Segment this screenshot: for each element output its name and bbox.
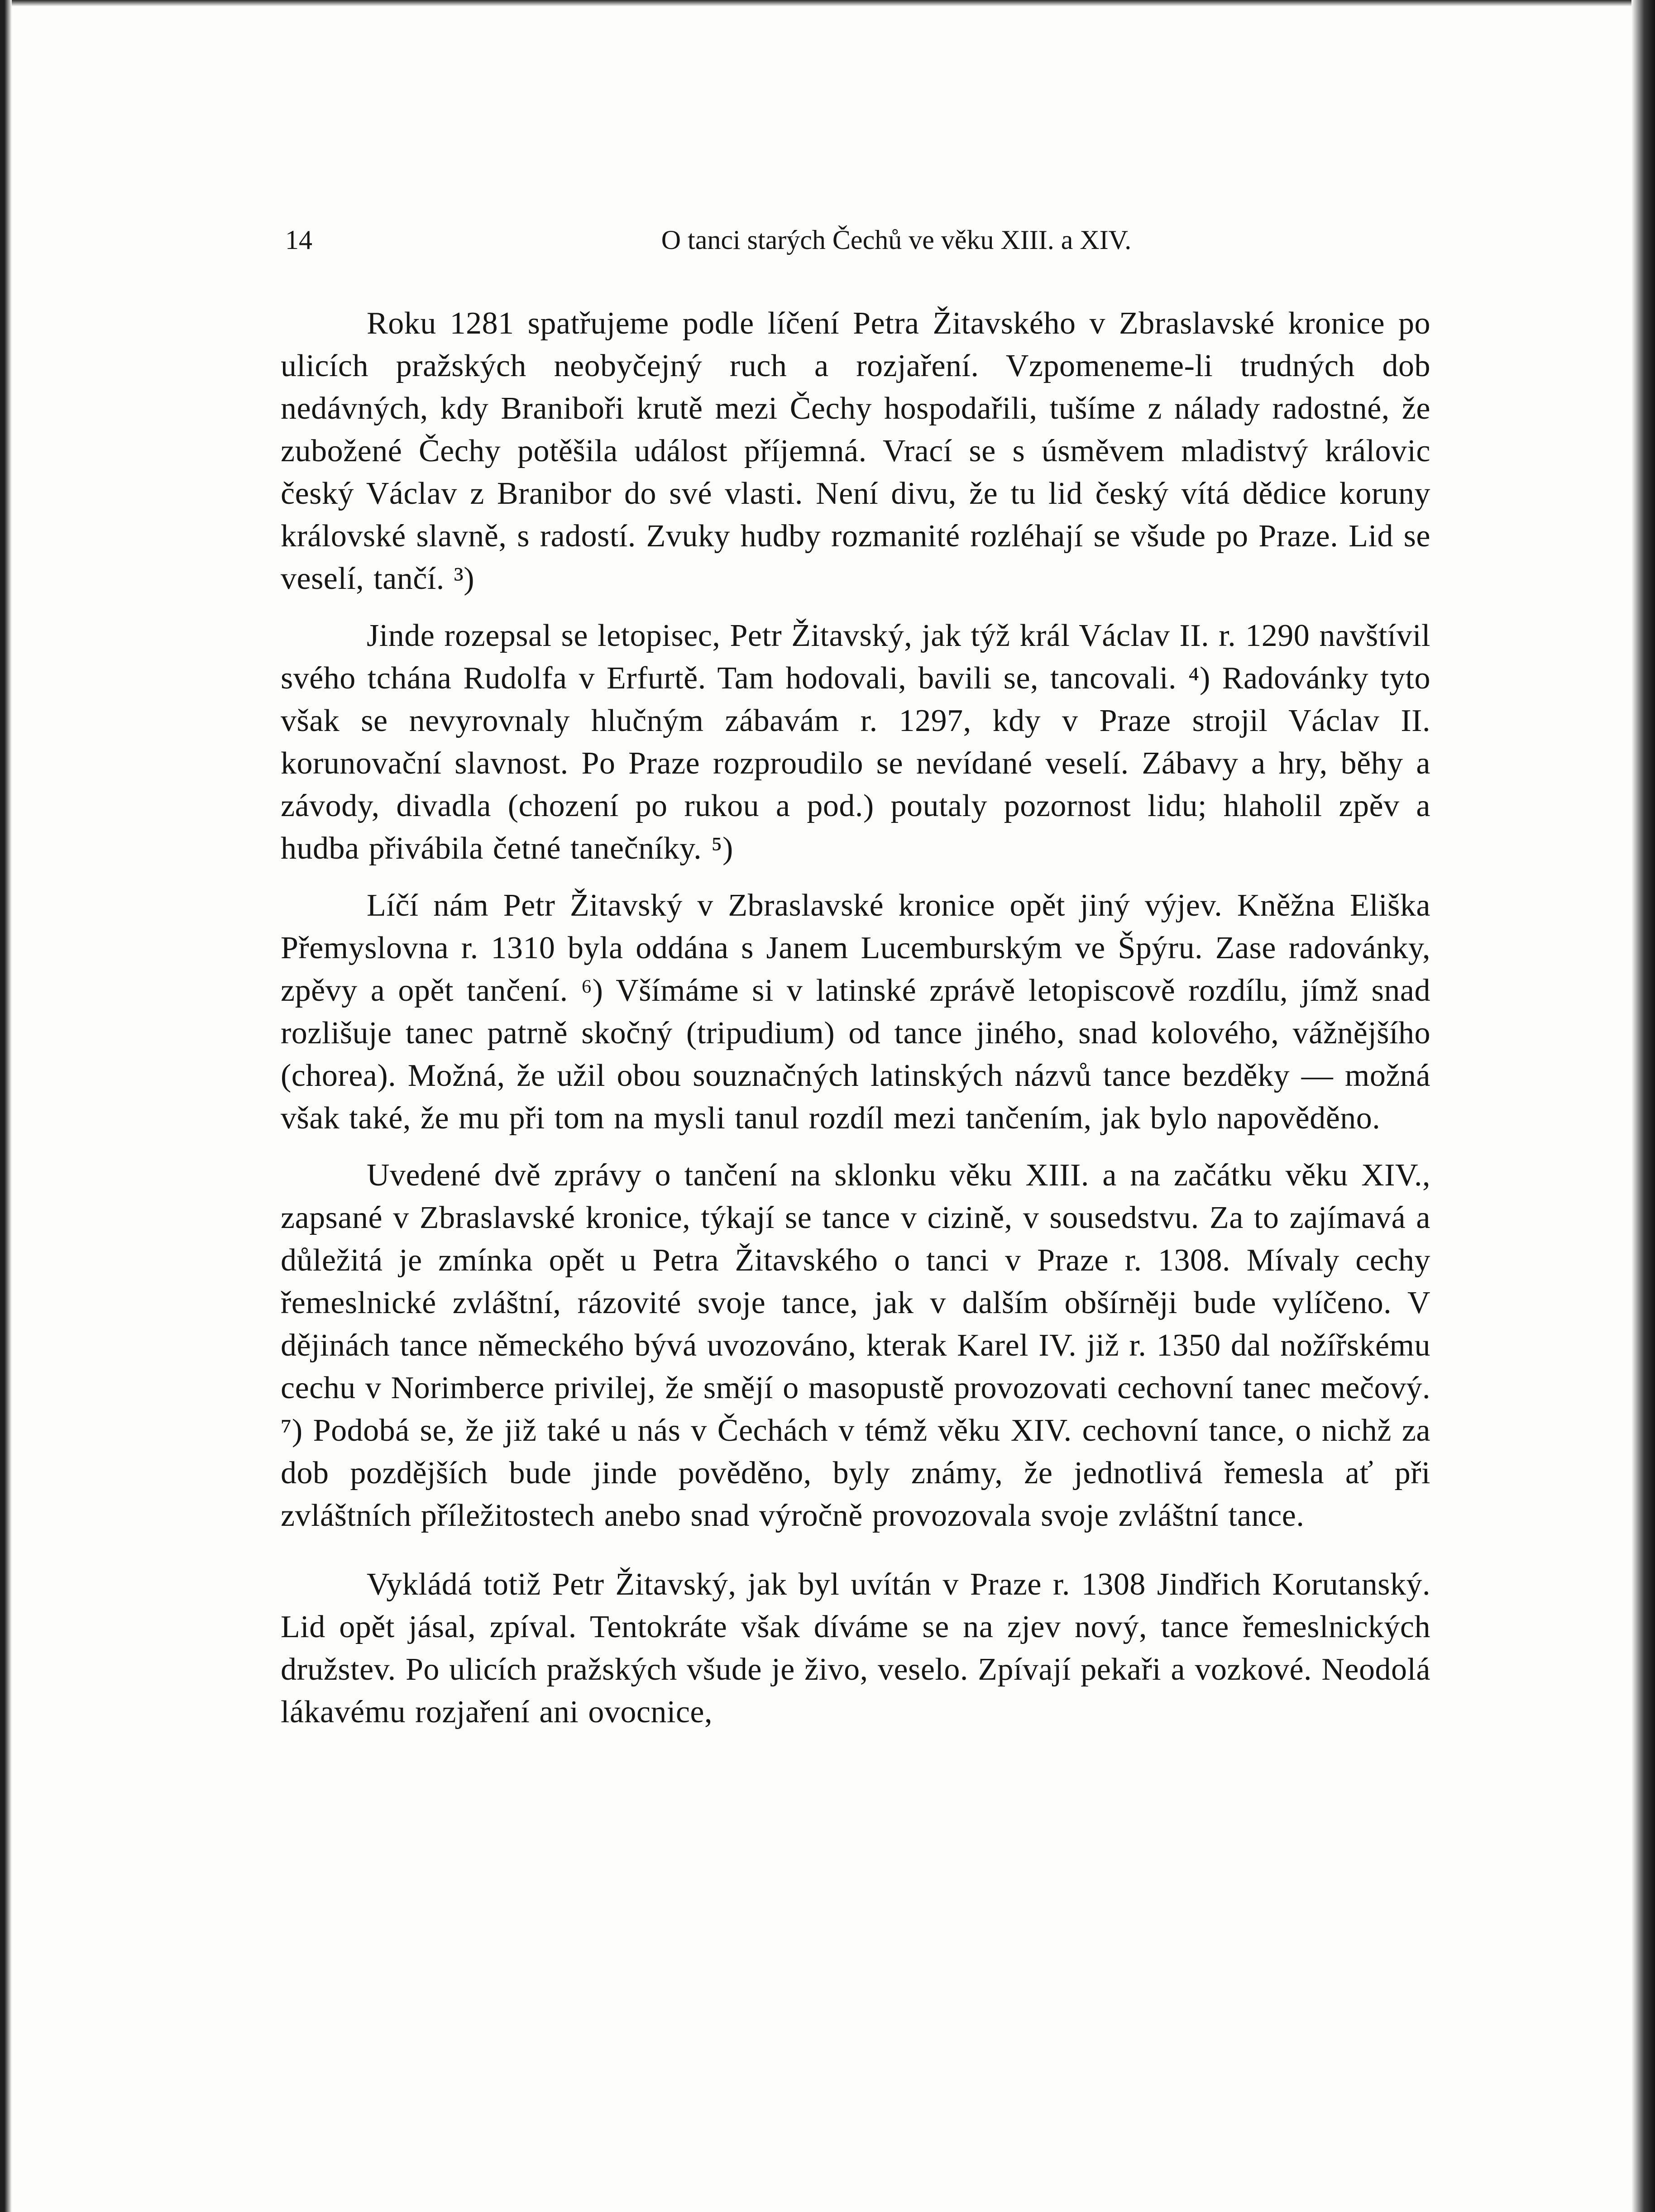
paragraph-2: Jinde rozepsal se letopisec, Petr Žitavský, jak týž král Václav II. r. 1290 navštívil svého tchána Rudolfa v Erfurtě. Tam hodovali, bavili se, tancovali. ⁴) Radovánky tyto však se nevyrovnaly hlučným zábavám r. 1297, kdy v Praze strojil Václav II. korunovační slavnost. Po Praze rozproudilo se nevídané veselí. Zábavy a hry, běhy a závody, divadla (chození po rukou a pod.) poutaly pozornost lidu; hlaholil zpěv a hudba přivábila četné tanečníky. ⁵) bbox=[281, 618, 1430, 866]
paragraph-1: Roku 1281 spatřujeme podle líčení Petra Žitavského v Zbraslavské kronice po ulicích pražských neobyčejný ruch a rozjaření. Vzpomeneme-li trudných dob nedávných, kdy Braniboři krutě mezi Čechy hospodařili, tušíme z nálady radostné, že zubožené Čechy potěšila událost příjemná. Vrací se s úsměvem mladistvý královic český Václav z Branibor do své vlasti. Není divu, že tu lid český vítá dědice koruny královské slavně, s radostí. Zvuky hudby rozmanité rozléhají se všude po Praze. Lid se veselí, tančí. ³) bbox=[281, 306, 1430, 596]
scan-edge-top bbox=[0, 0, 1655, 6]
scan-edge-left bbox=[0, 0, 12, 2212]
paragraph-4: Uvedené dvě zprávy o tančení na sklonku věku XIII. a na začátku věku XIV., zapsané v Zbraslavské kronice, týkají se tance v cizině, v sousedstvu. Za to zajímavá a důležitá je zmínka opět u Petra Žitavského o tanci v Praze r. 1308. Mívaly cechy řemeslnické zvláštní, rázovité svoje tance, jak v dalším obšírněji bude vylíčeno. V dějinách tance německého bývá uvozováno, kterak Karel IV. již r. 1350 dal nožířskému cechu v Norimberce privilej, že smějí o masopustě provozovati cechovní tanec mečový. ⁷) Podobá se, že již také u nás v Čechách v témž věku XIV. cechovní tance, o nichž za dob pozdějších bude jinde pověděno, byly známy, že jednotlivá řemesla ať při zvláštních příležitostech anebo snad výročně provozovala svoje zvláštní tance. bbox=[281, 1158, 1430, 1533]
page-number: 14 bbox=[285, 225, 312, 255]
book-page bbox=[281, 213, 1430, 1748]
scan-edge-right bbox=[1631, 0, 1655, 2212]
body-text bbox=[281, 302, 1430, 1734]
paragraph-3: Líčí nám Petr Žitavský v Zbraslavské kronice opět jiný výjev. Kněžna Eliška Přemyslovna r. 1310 byla oddána s Janem Lucemburským ve Špýru. Zase radovánky, zpěvy a opět tančení. ⁶) Všímáme si v latinské zprávě letopiscově rozdílu, jímž snad rozlišuje tanec patrně skočný (tripudium) od tance jiného, snad kolového, vážnějšího (chorea). Možná, že užil obou souznačných latinských názvů tance bezděky — možná však také, že mu při tom na mysli tanul rozdíl mezi tančením, jak bylo napověděno. bbox=[281, 888, 1430, 1136]
running-title: O tanci starých Čechů ve věku XIII. a XIV. bbox=[661, 225, 1132, 255]
paragraph-5: Vykládá totiž Petr Žitavský, jak byl uvítán v Praze r. 1308 Jindřich Korutanský. Lid opět jásal, zpíval. Tentokráte však díváme se na zjev nový, tance řemeslnických družstev. Po ulicích pražských všude je živo, veselo. Zpívají pekaři a vozkové. Neodolá lákavému rozjaření ani ovocnice, bbox=[281, 1567, 1430, 1729]
page-header bbox=[281, 213, 1430, 267]
